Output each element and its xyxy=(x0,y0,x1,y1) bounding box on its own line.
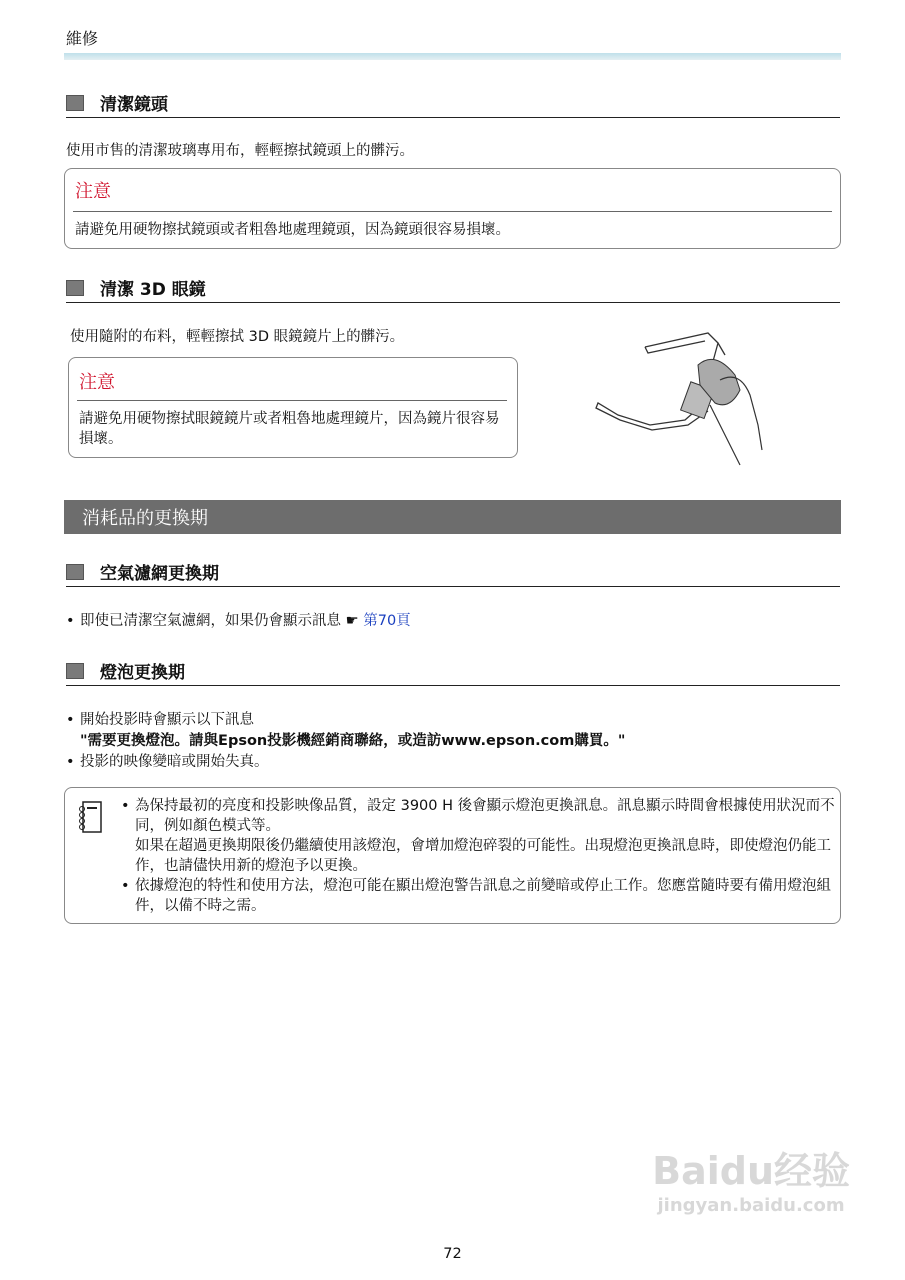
header-title: 維修 xyxy=(66,29,99,48)
page-number: 72 xyxy=(443,1246,462,1262)
square-icon xyxy=(66,564,84,580)
square-icon xyxy=(66,95,84,111)
heading-text: 清潔鏡頭 xyxy=(100,95,168,115)
hand-pointer-icon: ☛ xyxy=(341,613,364,629)
lamp-bullet-1: • 開始投影時會顯示以下訊息 xyxy=(80,710,254,730)
divider xyxy=(73,211,832,212)
glasses-cleaning-illustration xyxy=(590,325,775,470)
lamp-bullet-2: • 投影的映像變暗或開始失真。 xyxy=(80,752,269,772)
note-text: 為保持最初的亮度和投影映像品質，設定 3900 H 後會顯示燈泡更換訊息。訊息顯示時間會根據使用狀況而不同，例如顏色模式等。 xyxy=(135,798,835,834)
lamp-message: "需要更換燈泡。請與Epson投影機經銷商聯絡，或造訪www.epson.com購買。" xyxy=(80,733,626,749)
heading-filter xyxy=(66,557,840,587)
lens-body: 使用市售的清潔玻璃專用布，輕輕擦拭鏡頭上的髒污。 xyxy=(66,143,414,159)
glasses-body: 使用隨附的布料，輕輕擦拭 3D 眼鏡鏡片上的髒污。 xyxy=(70,329,405,345)
watermark-logo: Baidu经验 jingyan.baidu.com xyxy=(652,1149,850,1216)
heading-text: 空氣濾網更換期 xyxy=(100,564,219,584)
heading-clean-glasses xyxy=(66,273,840,303)
lamp-note xyxy=(64,787,841,924)
caution-title: 注意 xyxy=(75,181,111,202)
filter-bullet xyxy=(80,611,411,631)
header-bar xyxy=(64,53,841,60)
square-icon xyxy=(66,280,84,296)
lens-caution xyxy=(64,168,841,249)
square-icon xyxy=(66,663,84,679)
heading-text: 燈泡更換期 xyxy=(100,663,185,683)
caution-text: 請避免用硬物擦拭眼鏡鏡片或者粗魯地處理鏡片，因為鏡片很容易損壞。 xyxy=(79,411,500,447)
note-item xyxy=(135,796,835,876)
note-item xyxy=(135,876,835,916)
caution-title: 注意 xyxy=(79,372,115,393)
glasses-caution xyxy=(68,357,518,458)
caution-text: 請避免用硬物擦拭鏡頭或者粗魯地處理鏡頭，因為鏡頭很容易損壞。 xyxy=(75,222,510,238)
note-text: 依據燈泡的特性和使用方法，燈泡可能在顯出燈泡警告訊息之前變暗或停止工作。您應當隨時要有備用燈泡組件，以備不時之需。 xyxy=(135,878,831,914)
heading-text: 清潔 3D 眼鏡 xyxy=(100,280,206,300)
bullet-text: 即使已清潔空氣濾網，如果仍會顯示訊息 xyxy=(80,613,341,629)
divider xyxy=(77,400,507,401)
notebook-icon xyxy=(75,800,105,834)
section-band: 消耗品的更換期 xyxy=(64,500,841,534)
heading-clean-lens xyxy=(66,88,840,118)
page-link[interactable]: 第70頁 xyxy=(363,613,411,629)
heading-lamp xyxy=(66,656,840,686)
note-text: 如果在超過更換期限後仍繼續使用該燈泡，會增加燈泡碎裂的可能性。出現燈泡更換訊息時，即使燈泡仍能工作，也請儘快用新的燈泡予以更換。 xyxy=(135,838,831,874)
